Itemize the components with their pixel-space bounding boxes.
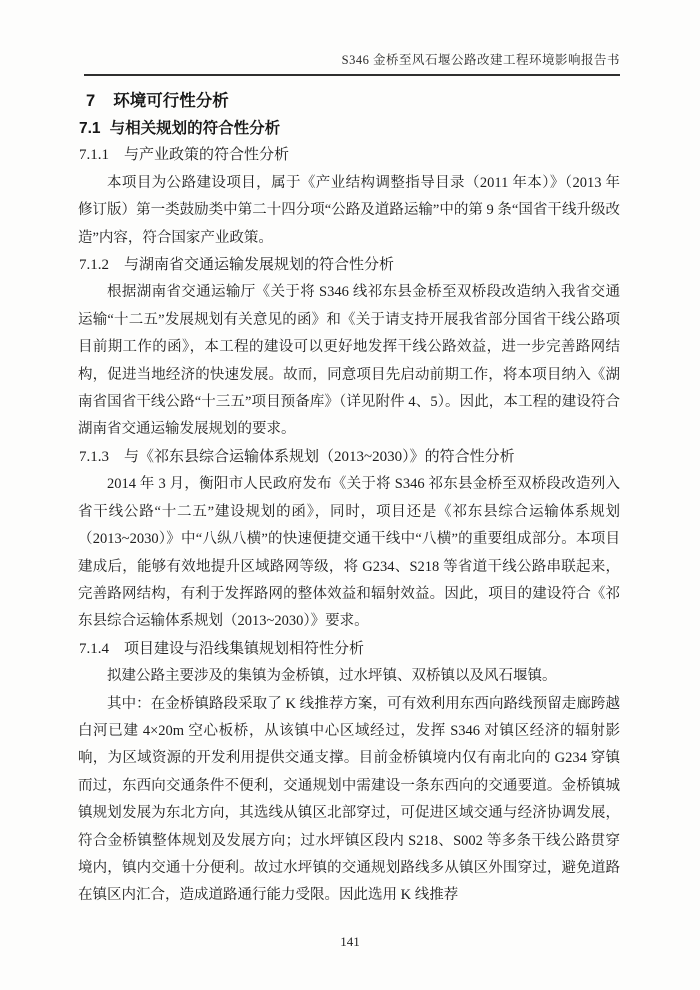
subsection-title: 项目建设与沿线集镇规划相符性分析 xyxy=(124,640,365,657)
chapter-title: 环境可行性分析 xyxy=(113,92,229,110)
subsection-heading-7-1-2 xyxy=(79,252,620,279)
subsection-heading-7-1-4 xyxy=(79,636,620,663)
subsection-heading-7-1-1 xyxy=(79,142,620,169)
header-rule xyxy=(84,74,620,76)
paragraph-7-1-3: 2014 年 3 月，衡阳市人民政府发布《关于将 S346 祁东县金桥至双桥段改造列入省干线公路“十二五”建设规划的函》，同时，项目还是《祁东县综合运输体系规划（2013~2030）》中“八纵八横”的快速便捷交通干线中“八横”的重要组成部分。本项目建成后，能够有效地提升区域路网等级，将 G234、S218 等省道干线公路串联起来，完善路网结构，有利于发挥路网的整体效益和辐射效益。因此，项目的建设符合《祁东县综合运输体系规划（2013~2030）》要求。 xyxy=(78,476,620,630)
section-number: 7.1 xyxy=(79,120,101,137)
paragraph-7-1-1: 本项目为公路建设项目，属于《产业结构调整指导目录（2011 年本）》（2013 年修订版）第一类鼓励类中第二十四分项“公路及道路运输”中的第 9 条“国省干线升级改造”内容，符合国家产业政策。 xyxy=(78,174,620,246)
page-number: 141 xyxy=(340,934,360,949)
chapter-number: 7 xyxy=(86,92,96,110)
running-header xyxy=(78,52,620,69)
paragraph-7-1-2: 根据湖南省交通运输厅《关于将 S346 线祁东县金桥至双桥段改造纳入我省交通运输“十二五”发展规划有关意见的函》和《关于请支持开展我省部分国省干线公路项目前期工作的函》，本工程的建设可以更好地发挥干线公路效益，进一步完善路网结构，促进当地经济的快速发展。故而，同意项目先启动前期工作，将本项目纳入《湖南省国省干线公路“十三五”项目预备库》（详见附件 4、5）。因此，本工程的建设符合湖南省交通运输发展规划的要求。 xyxy=(78,284,620,438)
subsection-title: 与湖南省交通运输发展规划的符合性分析 xyxy=(124,257,395,274)
section-heading-7-1 xyxy=(79,115,620,142)
subsection-heading-7-1-3 xyxy=(79,444,620,471)
subsection-title: 与《祁东县综合运输体系规划（2013~2030）》的符合性分析 xyxy=(124,448,515,465)
section-title: 与相关规划的符合性分析 xyxy=(109,120,281,137)
paragraph-7-1-4-b: 其中：在金桥镇路段采取了 K 线推荐方案，可有效利用东西向路线预留走廊跨越白河已建 4×20m 空心板桥，从该镇中心区域经过，发挥 S346 对镇区经济的辐射影响，为区域资源的开发利用提供交通支撑。目前金桥镇境内仅有南北向的 G234 穿镇而过，东西向交通条件不便利，交通规划中需建设一条东西向的交通要道。金桥镇城镇规划发展为东北方向，其选线从镇区北部穿过，可促进区域交通与经济协调发展，符合金桥镇整体规划及发展方向；过水坪镇区段内 S218、S002 等多条干线公路贯穿境内，镇内交通十分便利。故过水坪镇的交通规划路线多从镇区外围穿过，避免道路在镇区内汇合，造成道路通行能力受限。因此选用 K 线推荐 xyxy=(78,695,620,904)
subsection-number: 7.1.1 xyxy=(79,147,109,164)
paragraph-7-1-4-a: 拟建公路主要涉及的集镇为金桥镇，过水坪镇、双桥镇以及风石堰镇。 xyxy=(107,668,557,685)
subsection-number: 7.1.2 xyxy=(79,257,109,274)
chapter-heading-7 xyxy=(86,87,620,115)
subsection-number: 7.1.4 xyxy=(79,640,109,657)
subsection-title: 与产业政策的符合性分析 xyxy=(124,147,290,164)
page-footer xyxy=(0,934,700,950)
document-body xyxy=(78,87,620,910)
subsection-number: 7.1.3 xyxy=(79,448,109,465)
running-header-text: S346 金桥至风石堰公路改建工程环境影响报告书 xyxy=(341,53,620,67)
